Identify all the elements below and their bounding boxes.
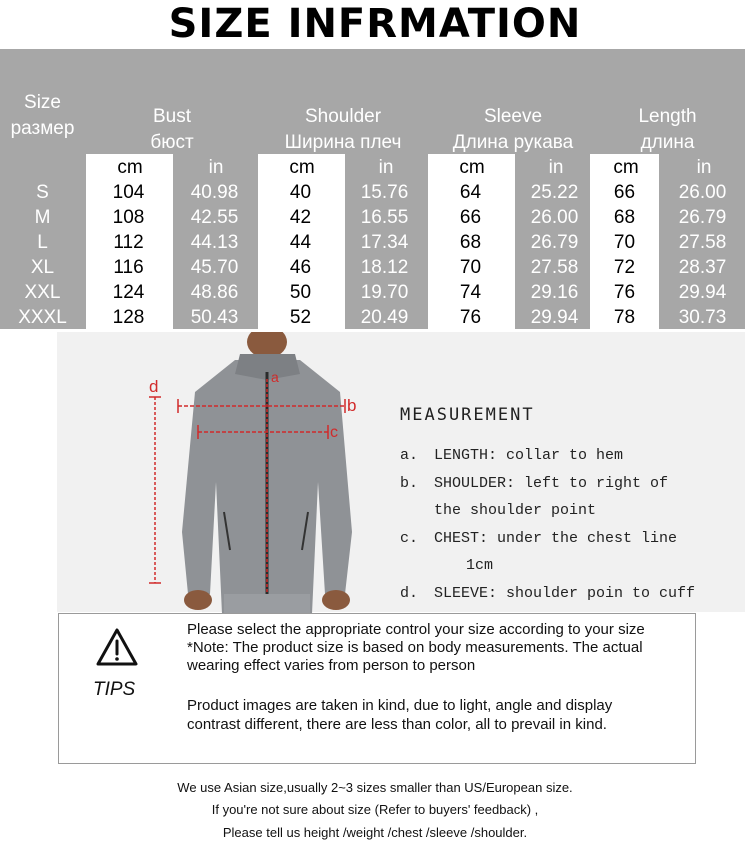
measurement-letter: a. bbox=[400, 447, 419, 464]
row-size-label: M bbox=[34, 207, 51, 228]
footer-note: If you're not sure about size (Refer to buyers' feedback) , bbox=[211, 802, 539, 817]
row-size-label: XL bbox=[30, 257, 55, 278]
size-header-ru: размер bbox=[10, 118, 75, 139]
table-cell: 18.12 bbox=[360, 257, 409, 278]
table-cell: 29.16 bbox=[530, 282, 579, 303]
table-cell: 50.43 bbox=[190, 307, 239, 328]
table-cell: 64 bbox=[459, 182, 482, 203]
measurement-title: MEASUREMENT bbox=[400, 405, 535, 425]
unit-cm: cm bbox=[289, 157, 315, 178]
table-cell: 66 bbox=[613, 182, 636, 203]
table-cell: 68 bbox=[459, 232, 482, 253]
unit-in: in bbox=[696, 157, 712, 178]
table-cell: 76 bbox=[613, 282, 636, 303]
table-cell: 104 bbox=[112, 182, 145, 203]
unit-in: in bbox=[378, 157, 394, 178]
table-cell: 29.94 bbox=[530, 307, 579, 328]
table-cell: 16.55 bbox=[360, 207, 409, 228]
tips-label: TIPS bbox=[93, 679, 136, 700]
measurement-text: LENGTH: collar to hem bbox=[434, 447, 624, 464]
table-cell: 70 bbox=[613, 232, 636, 253]
table-cell: 74 bbox=[459, 282, 482, 303]
table-cell: 66 bbox=[459, 207, 482, 228]
group-length-en: Length bbox=[638, 106, 697, 127]
size-header-en: Size bbox=[24, 92, 61, 113]
table-cell: 128 bbox=[112, 307, 145, 328]
table-cell: 76 bbox=[459, 307, 482, 328]
footer-note: Please tell us height /weight /chest /sleeve /shoulder. bbox=[222, 825, 528, 840]
table-cell: 108 bbox=[112, 207, 145, 228]
table-cell: 48.86 bbox=[190, 282, 239, 303]
group-shoulder-en: Shoulder bbox=[304, 106, 382, 127]
group-sleeve-en: Sleeve bbox=[483, 106, 543, 127]
table-cell: 68 bbox=[613, 207, 636, 228]
measurement-letter: c. bbox=[400, 530, 419, 547]
unit-in: in bbox=[548, 157, 564, 178]
table-cell: 78 bbox=[613, 307, 636, 328]
table-cell: 28.37 bbox=[678, 257, 727, 278]
table-cell: 42.55 bbox=[190, 207, 239, 228]
tips-text: contrast different, there are less than color, all to prevail in kind. bbox=[187, 716, 607, 733]
unit-cm: cm bbox=[117, 157, 143, 178]
table-cell: 26.79 bbox=[530, 232, 579, 253]
measurement-text: 1cm bbox=[466, 557, 494, 574]
table-cell: 70 bbox=[459, 257, 482, 278]
table-cell: 26.00 bbox=[678, 182, 727, 203]
group-bust-ru: бюст bbox=[150, 132, 194, 153]
table-cell: 30.73 bbox=[678, 307, 727, 328]
tips-text: Please select the appropriate control your size according to your size bbox=[187, 621, 645, 638]
marker-b: b bbox=[347, 396, 357, 415]
table-cell: 45.70 bbox=[190, 257, 239, 278]
table-cell: 46 bbox=[289, 257, 312, 278]
table-cell: 19.70 bbox=[360, 282, 409, 303]
group-bust-en: Bust bbox=[152, 106, 192, 127]
table-cell: 42 bbox=[289, 207, 312, 228]
table-cell: 124 bbox=[112, 282, 145, 303]
row-size-label: S bbox=[36, 182, 49, 203]
table-cell: 116 bbox=[113, 257, 144, 278]
unit-cm: cm bbox=[459, 157, 485, 178]
measurement-text: SLEEVE: shoulder poin to cuff bbox=[434, 585, 696, 602]
table-cell: 72 bbox=[613, 257, 636, 278]
measurement-markers bbox=[140, 365, 370, 595]
measurement-letter: d. bbox=[400, 585, 419, 602]
tips-text: Product images are taken in kind, due to light, angle and display bbox=[187, 697, 613, 714]
row-size-label: XXXL bbox=[18, 307, 67, 328]
table-cell: 29.94 bbox=[678, 282, 727, 303]
row-size-label: XXL bbox=[24, 282, 61, 303]
marker-d: d bbox=[149, 377, 159, 396]
table-cell: 44 bbox=[289, 232, 312, 253]
table-cell: 25.22 bbox=[530, 182, 579, 203]
table-cell: 26.79 bbox=[678, 207, 727, 228]
table-cell: 40 bbox=[289, 182, 312, 203]
tips-text: wearing effect varies from person to person bbox=[187, 657, 476, 674]
table-cell: 27.58 bbox=[678, 232, 727, 253]
warning-icon bbox=[95, 627, 139, 667]
tips-text: *Note: The product size is based on body measurements. The actual bbox=[187, 639, 643, 656]
measurement-letter: b. bbox=[400, 475, 419, 492]
table-cell: 112 bbox=[113, 232, 144, 253]
table-cell: 20.49 bbox=[360, 307, 409, 328]
measurement-text: the shoulder point bbox=[434, 502, 597, 519]
table-cell: 15.76 bbox=[360, 182, 409, 203]
group-sleeve-ru: Длина рукава bbox=[452, 132, 574, 153]
row-size-label: L bbox=[37, 232, 48, 253]
table-cell: 27.58 bbox=[530, 257, 579, 278]
table-cell: 44.13 bbox=[190, 232, 239, 253]
table-cell: 52 bbox=[289, 307, 312, 328]
footer-note: We use Asian size,usually 2~3 sizes smaller than US/European size. bbox=[177, 780, 573, 795]
measurement-text: SHOULDER: left to right of bbox=[434, 475, 669, 492]
measurement-text: CHEST: under the chest line bbox=[434, 530, 678, 547]
unit-cm: cm bbox=[613, 157, 639, 178]
group-shoulder-ru: Ширина плеч bbox=[284, 132, 402, 153]
size-table bbox=[0, 49, 745, 329]
table-cell: 26.00 bbox=[530, 207, 579, 228]
marker-a: a bbox=[271, 369, 279, 385]
table-cell: 17.34 bbox=[360, 232, 409, 253]
group-length-ru: длина bbox=[640, 132, 695, 153]
table-cell: 50 bbox=[289, 282, 312, 303]
unit-in: in bbox=[208, 157, 224, 178]
table-cell: 40.98 bbox=[190, 182, 239, 203]
page-title: SIZE INFRMATION bbox=[168, 1, 582, 47]
marker-c: c bbox=[330, 424, 338, 441]
